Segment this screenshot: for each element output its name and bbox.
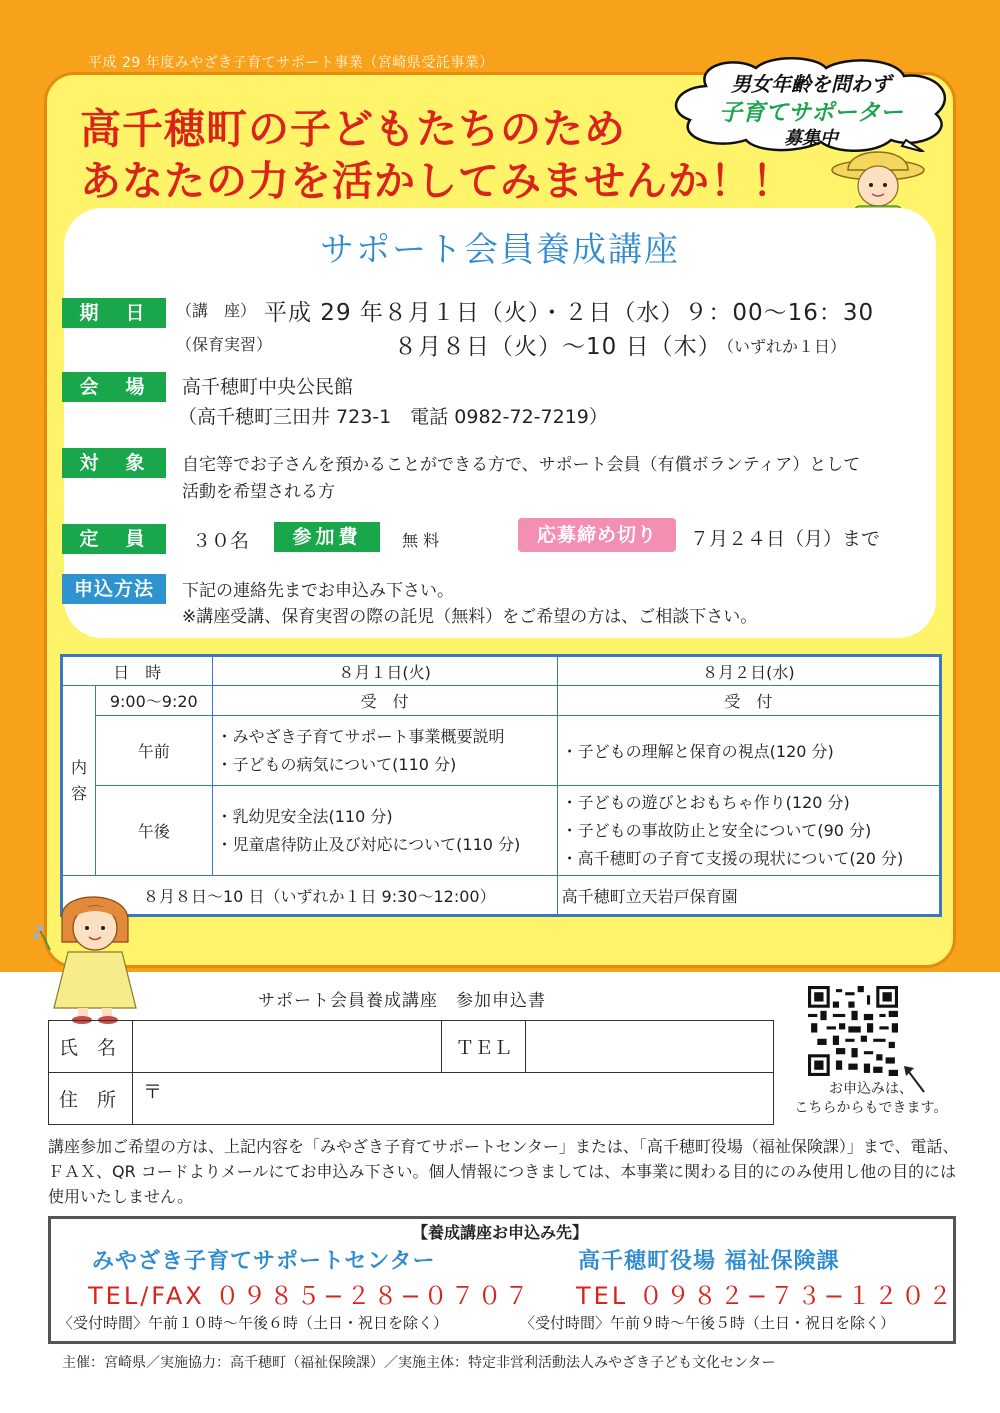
schedule-practice-date: ８月８日〜10 日（いずれか１日 9:30〜12:00） xyxy=(62,876,558,916)
schedule-head-day2: ８月２日(水) xyxy=(557,656,940,686)
date-lecture-value: 平成 29 年８月１日（火）・２日（水）９：00〜16：30 xyxy=(264,300,875,326)
date-practice-label: （保育実習） xyxy=(176,335,273,354)
form-row-address xyxy=(49,1073,774,1125)
address-label: 住 所 xyxy=(49,1073,133,1125)
qr-note-line1: お申込みは、 xyxy=(829,1081,913,1097)
schedule-head-day1: ８月１日(火) xyxy=(212,656,557,686)
contact-tel1[interactable]: TEL/FAX ０９８５−２８−０７０７ xyxy=(88,1282,532,1310)
schedule-reception-day1: 受 付 xyxy=(212,686,557,716)
schedule-pm-row xyxy=(62,786,941,876)
deadline-value: ７月２４日（月）まで xyxy=(690,528,881,550)
capacity-tag: 定 員 xyxy=(62,524,166,554)
cloud-line1: 男女年齢を問わず xyxy=(731,72,891,96)
tel-label: ＴＥＬ xyxy=(442,1021,526,1073)
schedule-content-label: 内容 xyxy=(62,686,96,876)
schedule-reception-time: 9:00〜9:20 xyxy=(96,686,212,716)
list-item: ・みやざき子育てサポート事業概要説明 xyxy=(216,726,505,746)
cloud-line2: 子育てサポーター xyxy=(719,100,903,126)
schedule-reception-row xyxy=(62,686,941,716)
schedule-reception-day2: 受 付 xyxy=(557,686,940,716)
headline-line2: あなたの力を活かしてみませんか！！ xyxy=(80,157,794,205)
schedule-pm-day1 xyxy=(212,786,557,876)
schedule-am-day2 xyxy=(557,716,940,786)
section-title: サポート会員養成講座 xyxy=(320,230,680,270)
form-row-name xyxy=(49,1021,774,1073)
target-line1: 自宅等でお子さんを預かることができる方で、サポート会員（有償ボランティア）として xyxy=(182,455,861,475)
date-lecture-label: （講 座） xyxy=(176,301,257,320)
headline-line1: 高千穂町の子どもたちのため xyxy=(80,105,626,153)
qr-note-line2: こちらからもできます。 xyxy=(794,1100,948,1116)
postal-mark: 〒 xyxy=(142,1081,162,1103)
schedule-practice-row xyxy=(62,876,941,916)
contact-hours2: 〈受付時間〉午前９時〜午後５時（土日・祝日を除く） xyxy=(520,1314,896,1332)
list-item: ・乳幼児安全法(110 分) xyxy=(216,806,393,826)
qr-note xyxy=(776,1080,966,1118)
name-label: 氏 名 xyxy=(49,1021,133,1073)
address-field[interactable] xyxy=(132,1073,773,1125)
target-line2: 活動を希望される方 xyxy=(182,482,335,502)
contact-title: 【養成講座お申込み先】 xyxy=(411,1223,588,1242)
application-form xyxy=(48,1020,774,1125)
cloud-line3: 募集中 xyxy=(784,128,838,149)
schedule-am-row xyxy=(62,716,941,786)
date-practice-value: ８月８日（火）〜10 日（木） xyxy=(394,334,722,360)
schedule-pm-day2 xyxy=(557,786,940,876)
fee-tag: 参加費 xyxy=(274,522,380,552)
name-field[interactable] xyxy=(132,1021,442,1073)
list-item: ・子どもの理解と保育の視点(120 分) xyxy=(561,742,834,761)
schedule-head-time: 日 時 xyxy=(62,656,213,686)
qr-code-icon[interactable] xyxy=(808,986,898,1076)
venue-name: 高千穂町中央公民館 xyxy=(182,376,354,398)
list-item: ・子どもの遊びとおもちゃ作り(120 分) xyxy=(561,792,850,812)
date-tag: 期 日 xyxy=(62,298,166,328)
form-title: サポート会員養成講座 参加申込書 xyxy=(258,991,546,1011)
capacity-value: ３０名 xyxy=(192,530,250,552)
contact-hours1: 〈受付時間〉午前１０時〜午後６時（土日・祝日を除く） xyxy=(58,1314,449,1332)
girl-illustration xyxy=(32,890,158,1024)
top-note: 平成 29 年度みやざき子育てサポート事業（宮崎県受託事業） xyxy=(88,55,494,71)
venue-tag: 会 場 xyxy=(62,372,166,402)
fee-value: 無 料 xyxy=(402,531,440,550)
schedule-header-row xyxy=(62,656,941,686)
apply-line2: ※講座受講、保育実習の際の託児（無料）をご希望の方は、ご相談下さい。 xyxy=(182,607,758,627)
schedule-am-label: 午前 xyxy=(96,716,212,786)
contact-org1: みやざき子育てサポートセンター xyxy=(92,1249,436,1274)
notice-paragraph: 講座参加ご希望の方は、上記内容を「みやざき子育てサポートセンター」または、「高千穂町役場（福祉保険課）」まで、電話、ＦＡＸ、QR コードよりメールにてお申込み下さい。個人情報につきましては、本事業に関わる目的にのみ使用し他の目的には使用いたしません。 xyxy=(48,1137,959,1206)
target-tag: 対 象 xyxy=(62,448,166,478)
schedule-am-day1 xyxy=(212,716,557,786)
list-item: ・高千穂町の子育て支援の現状について(20 分) xyxy=(561,848,904,868)
tel-field[interactable] xyxy=(526,1021,774,1073)
apply-line1: 下記の連絡先までお申込み下さい。 xyxy=(182,581,454,601)
list-item: ・児童虐待防止及び対応について(110 分) xyxy=(216,834,521,854)
schedule-pm-label: 午後 xyxy=(96,786,212,876)
contact-org2: 高千穂町役場 福祉保険課 xyxy=(578,1249,840,1274)
deadline-tag: 応募締め切り xyxy=(518,518,676,552)
apply-tag: 申込方法 xyxy=(62,574,166,604)
contact-tel2[interactable]: TEL ０９８２−７３−１２０２ xyxy=(576,1282,956,1310)
footer-credits: 主催：宮崎県／実施協力：高千穂町（福祉保険課）／実施主体：特定非営利活動法人みやざき子ども文化センター xyxy=(62,1355,776,1371)
schedule-practice-place: 高千穂町立天岩戸保育園 xyxy=(557,876,940,916)
schedule-table xyxy=(60,654,942,917)
list-item: ・子どもの病気について(110 分) xyxy=(216,754,457,774)
venue-address: （高千穂町三田井 723-1 電話 0982-72-7219） xyxy=(178,406,608,428)
list-item: ・子どもの事故防止と安全について(90 分) xyxy=(561,820,872,840)
date-practice-note: （いずれか１日） xyxy=(718,337,847,356)
speech-cloud xyxy=(666,56,956,152)
